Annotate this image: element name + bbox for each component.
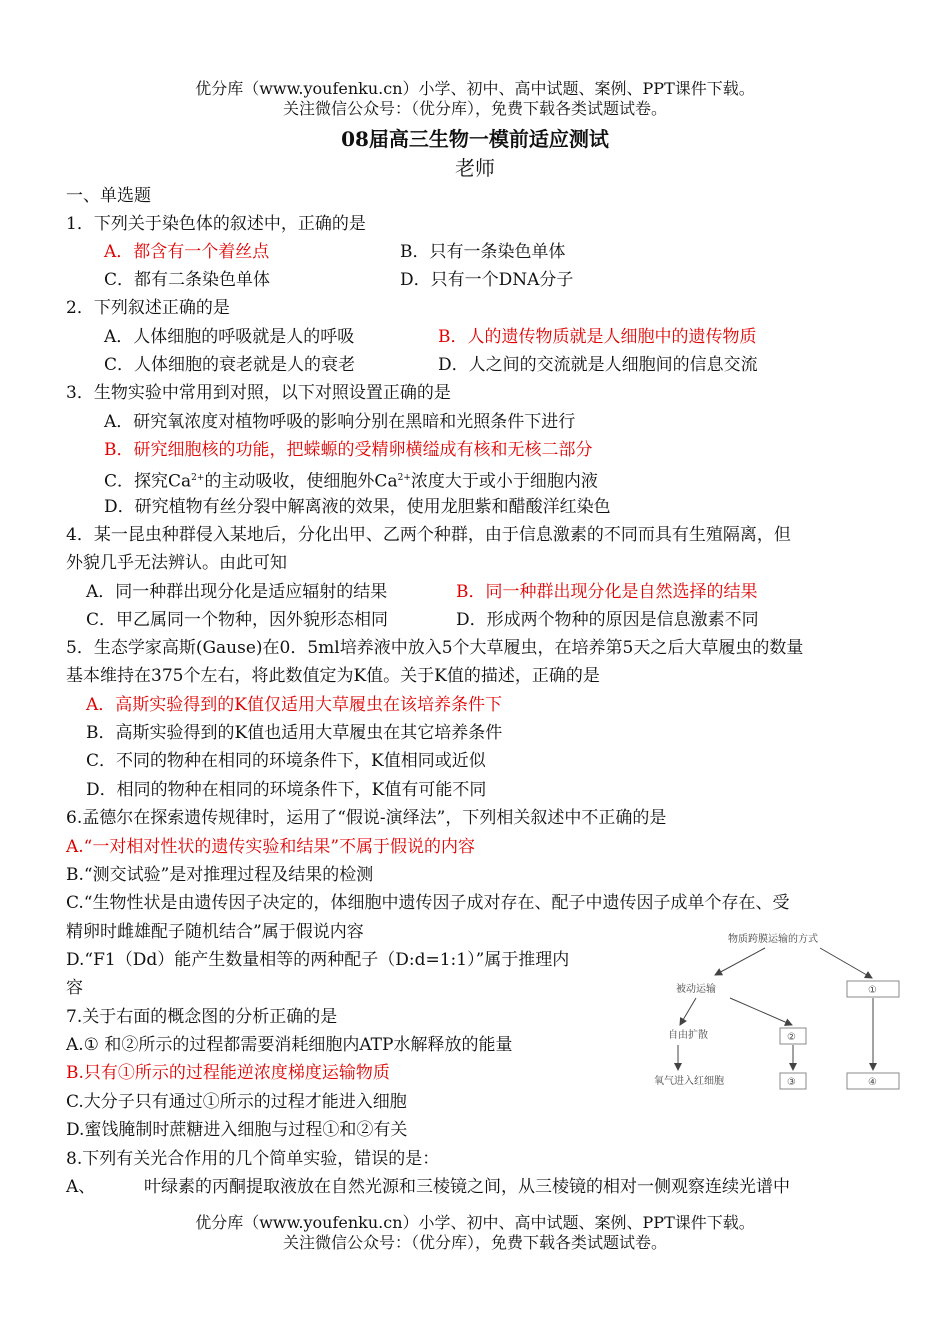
q1-option-d: D．只有一个DNA分子 [400, 270, 574, 290]
section-heading: 一、单选题 [66, 186, 151, 206]
arrow-root-passive [715, 948, 765, 975]
diagram-root-label: 物质跨膜运输的方式 [728, 934, 818, 945]
q3-c-sup2: 2+ [397, 473, 411, 483]
q4-stem-line-1: 4．某一昆虫种群侵入某地后，分化出甲、乙两个种群，由于信息激素的不同而具有生殖隔离，但 [66, 525, 791, 545]
q5-option-b: B．高斯实验得到的K值也适用大草履虫在其它培养条件 [86, 723, 503, 743]
q8-option-a-text: 叶绿素的丙酮提取液放在自然光源和三棱镜之间，从三棱镜的相对一侧观察连续光谱中 [144, 1177, 790, 1197]
concept-diagram [640, 920, 920, 1100]
q8-option-a-label: A、 [66, 1177, 96, 1197]
q1-option-b: B．只有一条染色单体 [400, 242, 566, 262]
diagram-box-3-label: ③ [787, 1077, 796, 1088]
q6-option-c-line-2: 精卵时雌雄配子随机结合”属于假说内容 [66, 922, 364, 942]
q3-c-part2: 的主动吸收，使细胞外Ca [204, 471, 398, 492]
q5-option-d: D．相同的物种在相同的环境条件下，K值有可能不同 [86, 780, 487, 800]
arrow-passive-box2 [730, 998, 792, 1025]
q2-option-d: D．人之间的交流就是人细胞间的信息交流 [438, 355, 758, 375]
header-line-1: 优分库（www.youfenku.cn）小学、初中、高中试题、案例、PPT课件下载。 [195, 79, 755, 98]
q4-stem-line-2: 外貌几乎无法辨认。由此可知 [66, 553, 287, 573]
q3-c-part3: 浓度大于或小于细胞内液 [410, 471, 598, 492]
q3-option-a: A．研究氧浓度对植物呼吸的影响分别在黑暗和光照条件下进行 [104, 412, 576, 432]
q7-option-c: C.大分子只有通过①所示的过程才能进入细胞 [66, 1092, 407, 1112]
page-title: 08届高三生物一模前适应测试 [341, 127, 609, 151]
diagram-free-label: 自由扩散 [668, 1030, 708, 1041]
footer-line-2: 关注微信公众号：（优分库），免费下载各类试题试卷。 [282, 1233, 667, 1252]
q6-option-a: A.“一对相对性状的遗传实验和结果”不属于假说的内容 [66, 837, 476, 857]
q4-option-a: A．同一种群出现分化是适应辐射的结果 [86, 582, 388, 602]
diagram-passive-label: 被动运输 [676, 984, 716, 995]
q3-stem: 3．生物实验中常用到对照，以下对照设置正确的是 [66, 383, 451, 403]
q6-option-c-line-1: C.“生物性状是由遗传因子决定的，体细胞中遗传因子成对存在、配子中遗传因子成单个存在、受 [66, 893, 790, 913]
q7-option-a: A.① 和②所示的过程都需要消耗细胞内ATP水解释放的能量 [66, 1035, 513, 1055]
q1-option-c: C．都有二条染色单体 [104, 270, 271, 290]
q6-option-d-line-1: D.“F1（Dd）能产生数量相等的两种配子（D:d=1:1）”属于推理内 [66, 950, 570, 970]
diagram-box-4-label: ④ [868, 1077, 877, 1088]
q6-option-b: B.“测交试验”是对推理过程及结果的检测 [66, 865, 374, 885]
q4-option-c: C．甲乙属同一个物种，因外貌形态相同 [86, 610, 389, 630]
q2-option-a: A．人体细胞的呼吸就是人的呼吸 [104, 327, 355, 347]
arrow-root-box1 [820, 948, 872, 978]
page-subtitle: 老师 [455, 156, 495, 180]
q1-stem: 1．下列关于染色体的叙述中，正确的是 [66, 214, 366, 234]
q3-c-sup1: 2+ [191, 473, 205, 483]
q2-option-b: B．人的遗传物质就是人细胞中的遗传物质 [438, 327, 757, 347]
q4-option-d: D．形成两个物种的原因是信息激素不同 [456, 610, 759, 630]
diagram-oxygen-label: 氧气进入红细胞 [654, 1076, 724, 1087]
q7-option-b: B.只有①所示的过程能逆浓度梯度运输物质 [66, 1063, 390, 1083]
q6-option-d-line-2: 容 [66, 978, 83, 998]
diagram-box-1-label: ① [868, 985, 877, 996]
footer-line-1: 优分库（www.youfenku.cn）小学、初中、高中试题、案例、PPT课件下载。 [195, 1213, 755, 1232]
diagram-box-2-label: ② [787, 1032, 796, 1043]
q5-option-c: C．不同的物种在相同的环境条件下，K值相同或近似 [86, 751, 486, 771]
q7-option-d: D.蜜饯腌制时蔗糖进入细胞与过程①和②有关 [66, 1120, 408, 1140]
q8-stem: 8.下列有关光合作用的几个简单实验，错误的是： [66, 1149, 440, 1169]
q7-stem: 7.关于右面的概念图的分析正确的是 [66, 1007, 338, 1027]
q2-option-c: C．人体细胞的衰老就是人的衰老 [104, 355, 356, 375]
q5-stem-line-1: 5．生态学家高斯(Gause)在0．5ml培养液中放入5个大草履虫，在培养第5天之后大草履虫的数量 [66, 638, 804, 658]
q3-option-d: D．研究植物有丝分裂中解离液的效果，使用龙胆紫和醋酸洋红染色 [104, 497, 611, 517]
q1-option-a: A．都含有一个着丝点 [104, 242, 270, 262]
q2-stem: 2．下列叙述正确的是 [66, 298, 230, 318]
q3-c-part1: C．探究Ca [104, 471, 192, 492]
q3-option-b: B．研究细胞核的功能，把蝾螈的受精卵横缢成有核和无核二部分 [104, 440, 593, 460]
q3-option-c [104, 467, 598, 493]
q4-option-b: B．同一种群出现分化是自然选择的结果 [456, 582, 758, 602]
header-line-2: 关注微信公众号：（优分库），免费下载各类试题试卷。 [282, 99, 667, 118]
q6-stem: 6.孟德尔在探索遗传规律时，运用了“假说-演绎法”，下列相关叙述中不正确的是 [66, 808, 667, 828]
q5-stem-line-2: 基本维持在375个左右，将此数值定为K值。关于K值的描述，正确的是 [66, 666, 600, 686]
q5-option-a: A．高斯实验得到的K值仅适用大草履虫在该培养条件下 [86, 695, 502, 715]
arrow-passive-free [680, 998, 696, 1025]
